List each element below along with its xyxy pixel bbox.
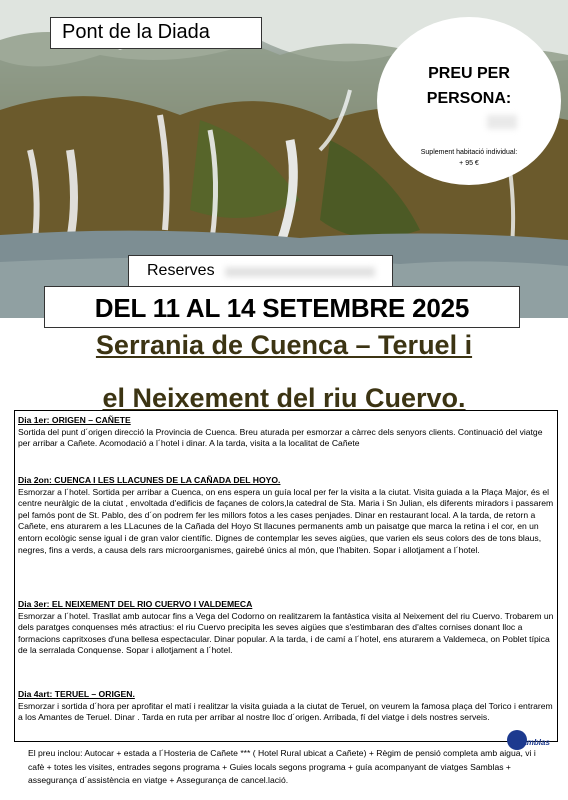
day-heading: Dia 3er: EL NEIXEMENT DEL RIO CUERVO I VALDEMECA — [18, 599, 253, 609]
price-includes: El preu inclou: Autocar + estada a l´Hosteria de Cañete *** ( Hotel Rural ubicat a Cañete) + Règim de pensió completa amb aigua, vi i cafè + totes les visites, entrades segons programa + Guies locals segons programa + guía acompanyant de viatges Samblas + assegurança d´assistència en viatge + Assegurança de cancel.lació. — [28, 748, 536, 785]
logo-text: Samblas — [517, 738, 550, 747]
dates-banner — [44, 286, 520, 328]
supplement-value: + 95 € — [459, 160, 479, 167]
dates-text: DEL 11 AL 14 SETEMBRE 2025 — [94, 293, 470, 323]
itinerary-box — [14, 410, 558, 742]
day-text: Esmorzar i sortida d´hora per aprofitar el matí i realitzar la visita guiada a la ciutat de Teruel, on veurem la famosa plaça del Torico i entrarem a los Amantes de Teruel. Dinar . Tarda en ruta per arribar al nostre lloc d´origen. Arribada, fí del viatge i dels nostres serveis. — [18, 700, 553, 723]
trip-title-line-2: el Neixement del riu Cuervo. — [102, 383, 466, 413]
itinerary-day-2 — [18, 475, 554, 556]
price-title-line-1: PREU PER — [428, 65, 510, 82]
trip-badge — [50, 17, 262, 49]
day-text: Esmorzar a l´hotel. Trasllat amb autocar fins a Vega del Codorno on realitzarem la fantàstica visita al Neixement del riu Cuervo. Trobarem un dels paratges conquenses més atractius: el riu Cuervo precipita les seves aigües que s'estimbaran des d'altes cornises donant lloc a formacions capritxoses d'una bellesa espectacular. Dinar popular. A la tarda, i de camí a l´hotel, ens aturarem a Valdemeca, on Poblet típica de la serralada Conquense. Sopar i allotjament a l´hotel. — [18, 610, 554, 656]
trip-title-line-1: Serrania de Cuenca – Teruel i — [95, 330, 473, 360]
supplement-label: Suplement habitació individual: — [420, 149, 518, 156]
itinerary-day-4 — [18, 689, 554, 724]
day-text: Esmorzar a l´hotel. Sortida per arribar a Cuenca, on ens espera un guía local per fer la visita a la ciutat. Visita guiada a la Plaça Major, és el centre neuràlgic de la ciutat , envoltada d'edificis de façanes de colors,la catedral de Sta. Maria i Sn Julian, els diferents miradors i passarem pel famós pont de St. Pablo, des d´on podrem fer les millors fotos a les cases penjades. Dinar en restaurant local. A la tarda, de retorn a Cañete, ens aturarem a les LLacunes de la Cañada del Hoyo St llacunes permanents amb un paisatge que marca la retina i el cor, en un entorn ecològic sense igual i de gran valor científic. Dignes de contemplar les seves aigües, que varien els seus colors des de tons blaus, negres, fins a verds, a causa dels rars microorganismes, gairebé únics al món, que l'habiten. Sopar i allotjament a l´hotel. — [18, 486, 554, 555]
hero-photo-waterfall — [0, 0, 568, 318]
price-value-redacted — [487, 115, 517, 129]
day-text: Sortida del punt d´origen direcció la Provincia de Cuenca. Breu aturada per esmorzar a càrrec dels senyors clients. Continuació del viatge per arribar a Cañete. Acomodació a l´hotel i dinar. A la tarda, visita a la localitat de Cañete — [18, 426, 543, 449]
price-title-line-2: PERSONA: — [426, 90, 512, 107]
reserves-contact-redacted — [225, 267, 375, 277]
itinerary-day-3 — [18, 599, 554, 657]
itinerary-day-1 — [18, 415, 554, 450]
reserves-box — [128, 255, 393, 287]
reserves-label: Reserves — [147, 262, 215, 279]
day-heading: Dia 4art: TERUEL – ORIGEN. — [18, 689, 135, 699]
price-circle — [377, 17, 561, 185]
trip-badge-label: Pont de la Diada — [62, 21, 210, 43]
day-heading: Dia 2on: CUENCA I LES LLACUNES DE LA CAÑADA DEL HOYO. — [18, 475, 281, 485]
day-heading: Dia 1er: ORIGEN – CAÑETE — [18, 415, 131, 425]
